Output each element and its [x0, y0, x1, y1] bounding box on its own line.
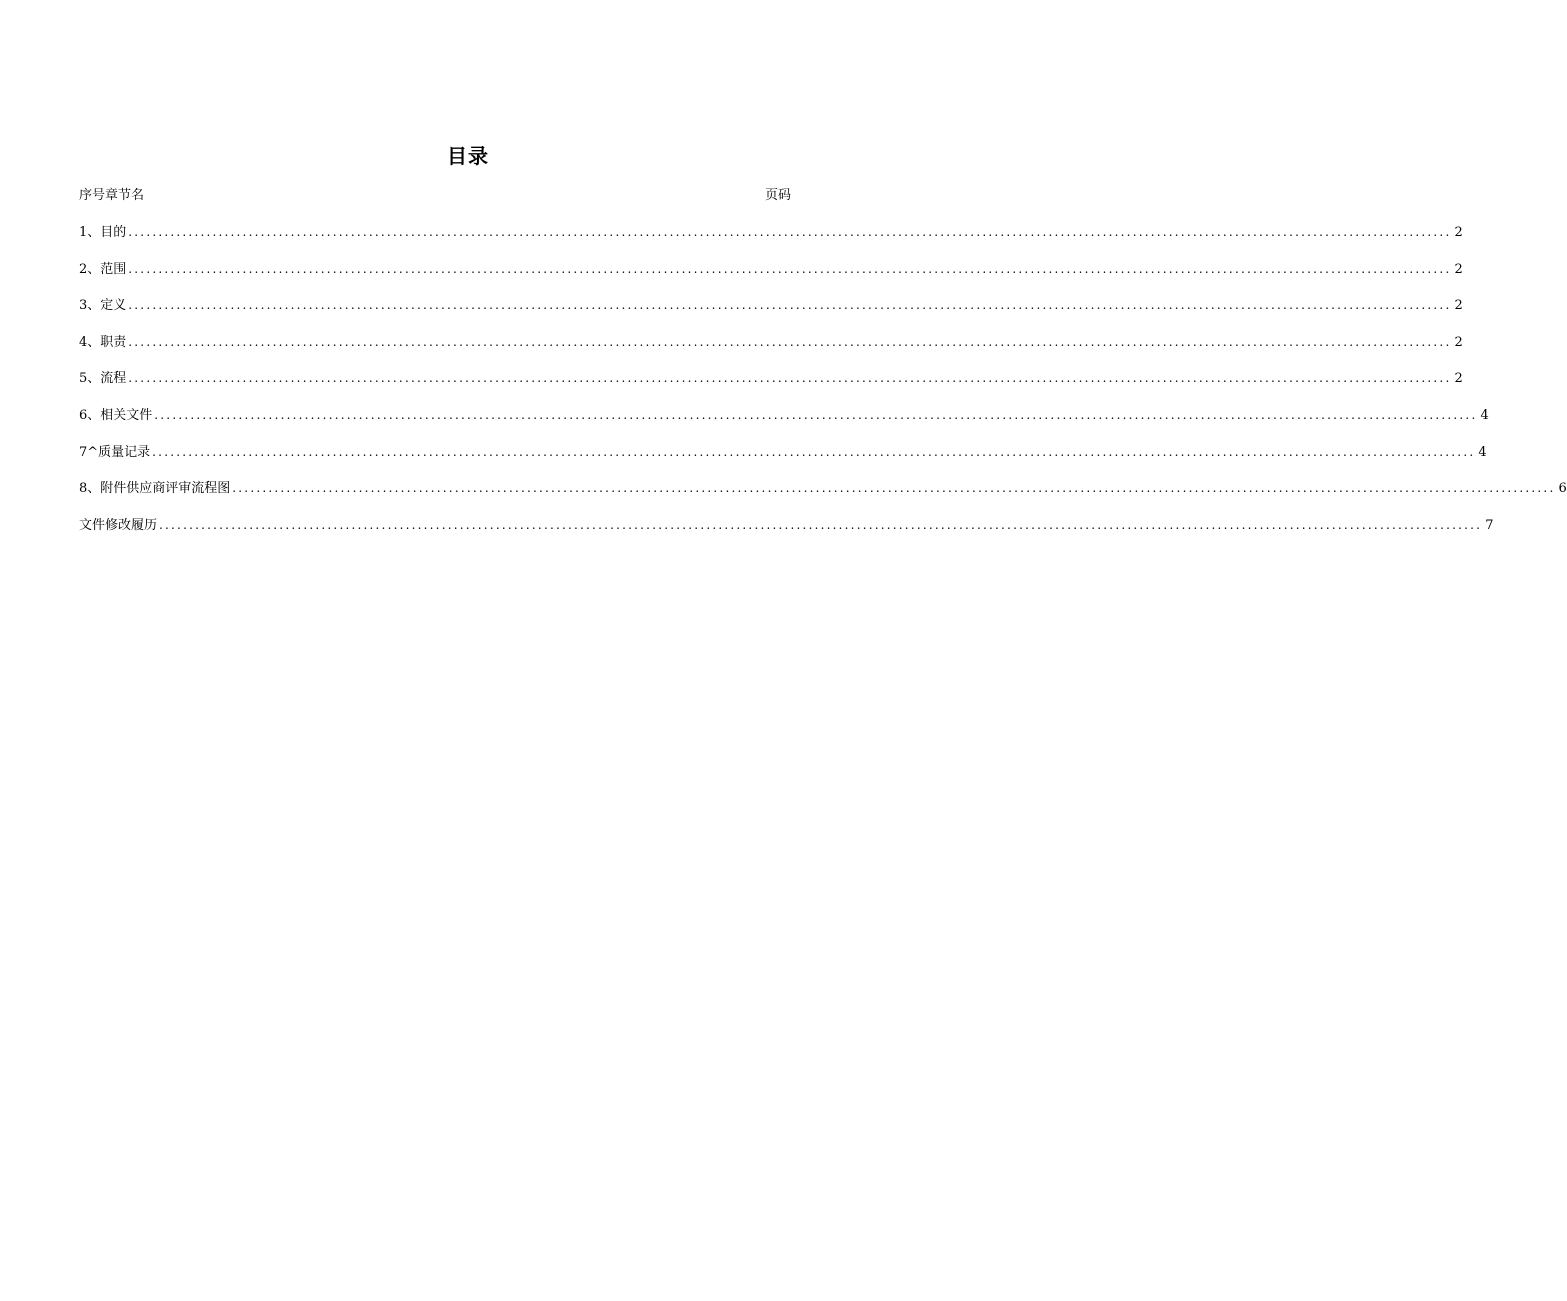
toc-header-page-number: 页码 — [764, 188, 791, 203]
toc-entry-page: 2 — [1454, 334, 1463, 350]
toc-entry-label: 文件修改履历 — [79, 517, 158, 533]
toc-entry[interactable] — [79, 516, 1494, 553]
toc-entry-page: 2 — [1454, 298, 1463, 314]
toc-entry-label: 2、范围 — [79, 261, 127, 277]
toc-dot-leader: ............................................................................................................................................................................................................................ — [154, 407, 1478, 422]
toc-entry-label: 1、目的 — [79, 225, 127, 240]
toc-list — [79, 223, 1567, 552]
toc-entry-page: 2 — [1454, 261, 1463, 277]
toc-entry-page: 2 — [1454, 225, 1463, 240]
toc-entry-page: 4 — [1480, 407, 1489, 423]
toc-entry[interactable] — [79, 369, 1463, 406]
toc-title: 目录 — [447, 144, 489, 168]
toc-dot-leader: ............................................................................................................................................................................................................................ — [128, 371, 1452, 386]
toc-entry-page: 6 — [1558, 481, 1567, 497]
toc-entry[interactable] — [79, 260, 1463, 297]
toc-entry-page: 4 — [1478, 444, 1487, 460]
toc-dot-leader: ............................................................................................................................................................................................................................ — [159, 517, 1483, 532]
toc-entry-label: 5、流程 — [79, 371, 127, 387]
toc-header-chapter-name: 序号章节名 — [79, 188, 145, 203]
toc-entry[interactable] — [79, 296, 1463, 333]
toc-entry-page: 2 — [1454, 371, 1463, 387]
toc-entry-label: 8、附件供应商评审流程图 — [79, 481, 231, 497]
toc-dot-leader: ............................................................................................................................................................................................................................ — [128, 261, 1452, 276]
toc-dot-leader: ............................................................................................................................................................................................................................ — [152, 444, 1476, 459]
toc-dot-leader: ............................................................................................................................................................................................................................ — [128, 334, 1452, 349]
toc-entry[interactable] — [79, 333, 1463, 370]
toc-header — [79, 187, 791, 205]
toc-entry-label: 7^质量记录 — [79, 444, 151, 460]
toc-entry[interactable] — [79, 223, 1463, 260]
toc-entry-page: 7 — [1485, 517, 1494, 533]
toc-entry[interactable] — [79, 443, 1487, 480]
toc-entry-label: 6、相关文件 — [79, 407, 153, 423]
toc-dot-leader: ............................................................................................................................................................................................................................ — [128, 298, 1452, 313]
toc-entry[interactable] — [79, 479, 1567, 516]
toc-dot-leader: ............................................................................................................................................................................................................................ — [128, 225, 1452, 239]
toc-dot-leader: ............................................................................................................................................................................................................................ — [232, 481, 1556, 496]
toc-entry-label: 4、职责 — [79, 334, 127, 350]
toc-entry-label: 3、定义 — [79, 298, 127, 314]
toc-entry[interactable] — [79, 406, 1489, 443]
